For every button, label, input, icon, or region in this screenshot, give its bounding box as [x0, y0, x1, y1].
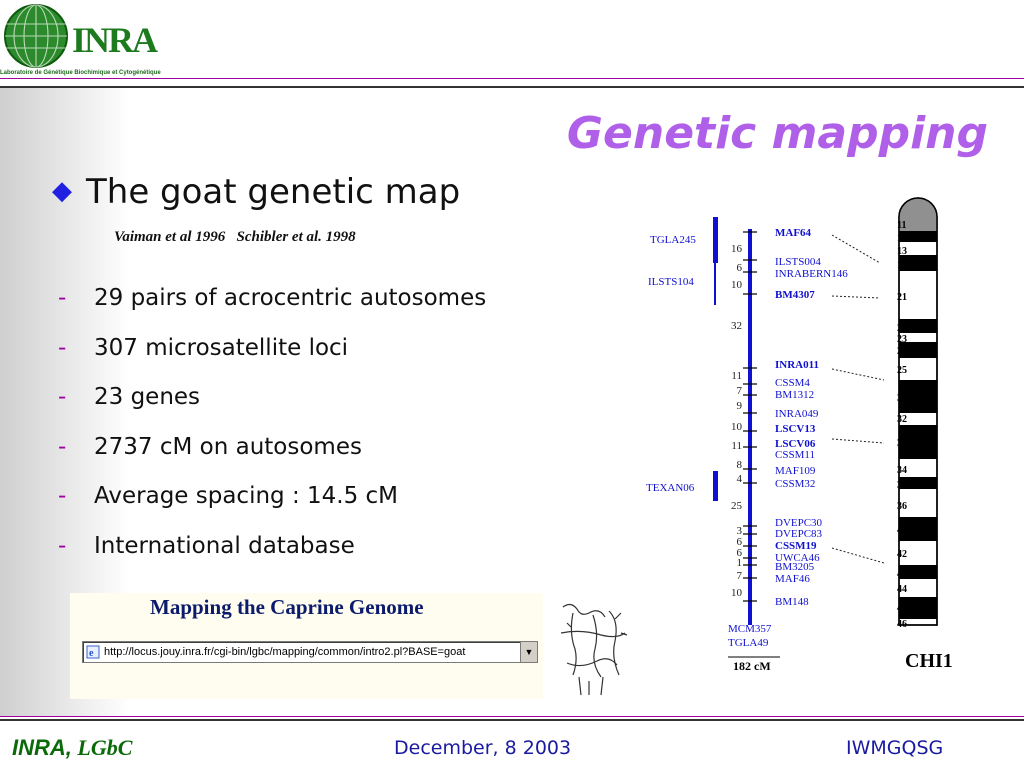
goat-sketch-image	[543, 593, 640, 699]
distance-label: 1	[736, 557, 742, 569]
heading-text: The goat genetic map	[86, 172, 461, 212]
footer-org-inra: INRA,	[12, 735, 72, 760]
distance-label: 7	[736, 570, 742, 582]
marker-label: CSSM32	[775, 478, 816, 490]
marker-label: MAF64	[775, 227, 812, 239]
distance-label: 8	[736, 459, 742, 471]
distance-label: 10	[731, 421, 742, 433]
bullet-text: 2737 cM on autosomes	[94, 433, 362, 460]
globe-icon	[5, 5, 67, 67]
marker-label: INRA049	[775, 408, 819, 420]
marker-bar-texan06	[713, 471, 718, 501]
bottom-marker: MCM357	[728, 623, 772, 635]
band-label: 32	[897, 414, 907, 425]
distance-label: 6	[736, 262, 742, 274]
band-label: 11	[897, 220, 907, 231]
band-label: 24	[897, 346, 907, 357]
band-label: 13	[897, 246, 907, 257]
slide-title: Genetic mapping	[566, 108, 988, 159]
band-label: 12	[897, 233, 907, 244]
band-label: 22	[897, 323, 907, 334]
distance-label: 11	[731, 440, 742, 452]
marker-label: INRA011	[775, 359, 820, 371]
left-marker: TEXAN06	[646, 482, 695, 494]
distance-label: 9	[736, 400, 742, 412]
bullet-item	[58, 335, 486, 385]
band-label: 41	[897, 525, 907, 536]
bullet-list	[58, 285, 486, 582]
dash-marker: -	[58, 285, 67, 311]
dash-marker: -	[58, 334, 67, 361]
distance-label: 7	[736, 385, 742, 397]
marker-label: DVEPC83	[775, 528, 823, 540]
band-label: 42	[897, 549, 907, 560]
dash-marker: -	[58, 483, 67, 509]
genetic-linkage-map	[640, 195, 1024, 685]
marker-label: INRABERN146	[775, 268, 848, 280]
distance-label: 3	[736, 525, 742, 537]
distance-label: 10	[731, 279, 742, 291]
browser-page-icon	[86, 645, 100, 659]
distance-label: 6	[736, 547, 742, 559]
bullet-item	[58, 483, 486, 533]
marker-label: BM3205	[775, 561, 815, 573]
logo-subtitle: Laboratoire de Génétique Biochimique et Cytogénétique	[0, 70, 161, 76]
marker-label: CSSM11	[775, 449, 815, 461]
header-rule-purple	[0, 78, 1024, 79]
footer-rule-purple	[0, 716, 1024, 717]
footer-organization	[12, 735, 132, 761]
marker-label: BM148	[775, 596, 809, 608]
marker-bar-tgla245	[713, 217, 718, 263]
distance-label: 6	[736, 536, 742, 548]
band-label: 33	[897, 438, 907, 449]
band-label: 23	[897, 334, 907, 345]
band-label: 45	[897, 603, 907, 614]
marker-label: DVEPC30	[775, 517, 823, 529]
dropdown-arrow-icon[interactable]: ▼	[520, 642, 537, 662]
band-label: 46	[897, 619, 907, 630]
bullet-text: 307 microsatellite loci	[94, 334, 349, 361]
url-text: http://locus.jouy.inra.fr/cgi-bin/lgbc/mapping/common/intro2.pl?BASE=goat	[104, 646, 466, 658]
marker-label: LSCV06	[775, 438, 816, 450]
bullet-item	[58, 285, 486, 335]
distance-label: 4	[736, 473, 742, 485]
distance-label: 32	[731, 320, 742, 332]
marker-label: MAF46	[775, 573, 810, 585]
chromosome-label: CHI1	[905, 650, 953, 672]
band-label: 21	[897, 292, 907, 303]
diamond-bullet-icon: ◆	[52, 176, 72, 206]
marker-label: LSCV13	[775, 423, 816, 435]
svg-text:INRA: INRA	[72, 20, 157, 60]
slide-heading	[52, 172, 460, 212]
marker-label: CSSM4	[775, 377, 810, 389]
dash-marker: -	[58, 433, 67, 460]
band-label: 34	[897, 465, 907, 476]
dash-marker: -	[58, 384, 67, 410]
bottom-marker: TGLA49	[728, 637, 769, 649]
bullet-item	[58, 533, 486, 583]
header-rule-dark	[0, 86, 1024, 88]
dash-marker: -	[58, 532, 67, 559]
address-bar[interactable]	[82, 641, 538, 663]
database-screenshot	[70, 593, 640, 699]
left-marker: ILSTS104	[648, 276, 694, 288]
marker-label: UWCA46	[775, 552, 820, 564]
marker-label: ILSTS004	[775, 256, 821, 268]
band-label: 44	[897, 584, 907, 595]
references: Vaiman et al 1996 Schibler et al. 1998	[114, 229, 356, 245]
left-marker: TGLA245	[650, 234, 696, 246]
band-label: 25	[897, 365, 907, 376]
band-label: 36	[897, 501, 907, 512]
marker-label: MAF109	[775, 465, 816, 477]
footer-date: December, 8 2003	[394, 737, 572, 759]
band-label: 31	[897, 393, 907, 404]
marker-label: CSSM19	[775, 540, 817, 552]
bullet-item	[58, 434, 486, 484]
distance-label: 11	[731, 370, 742, 382]
bullet-text: 23 genes	[94, 384, 201, 410]
footer-conference: IWMGQSG	[846, 737, 944, 759]
band-label: 35	[897, 480, 907, 491]
footer-org-lgbc: LGbC	[71, 735, 133, 760]
band-label: 14	[897, 260, 907, 271]
footer-rule-dark	[0, 719, 1024, 721]
marker-label: BM4307	[775, 289, 815, 301]
marker-bar-ilsts104	[714, 263, 716, 305]
marker-label: BM1312	[775, 389, 815, 401]
bullet-text: 29 pairs of acrocentric autosomes	[94, 285, 487, 311]
distance-label: 25	[731, 500, 742, 512]
distance-label: 16	[731, 243, 742, 255]
bullet-text: International database	[94, 532, 355, 559]
bullet-text: Average spacing : 14.5 cM	[94, 483, 399, 509]
band-label: 43	[897, 569, 907, 580]
distance-label: 10	[731, 587, 742, 599]
database-title: Mapping the Caprine Genome	[150, 595, 424, 619]
svg-text:e: e	[89, 648, 94, 659]
total-length-label: 182 cM	[733, 659, 771, 673]
bullet-item	[58, 384, 486, 434]
